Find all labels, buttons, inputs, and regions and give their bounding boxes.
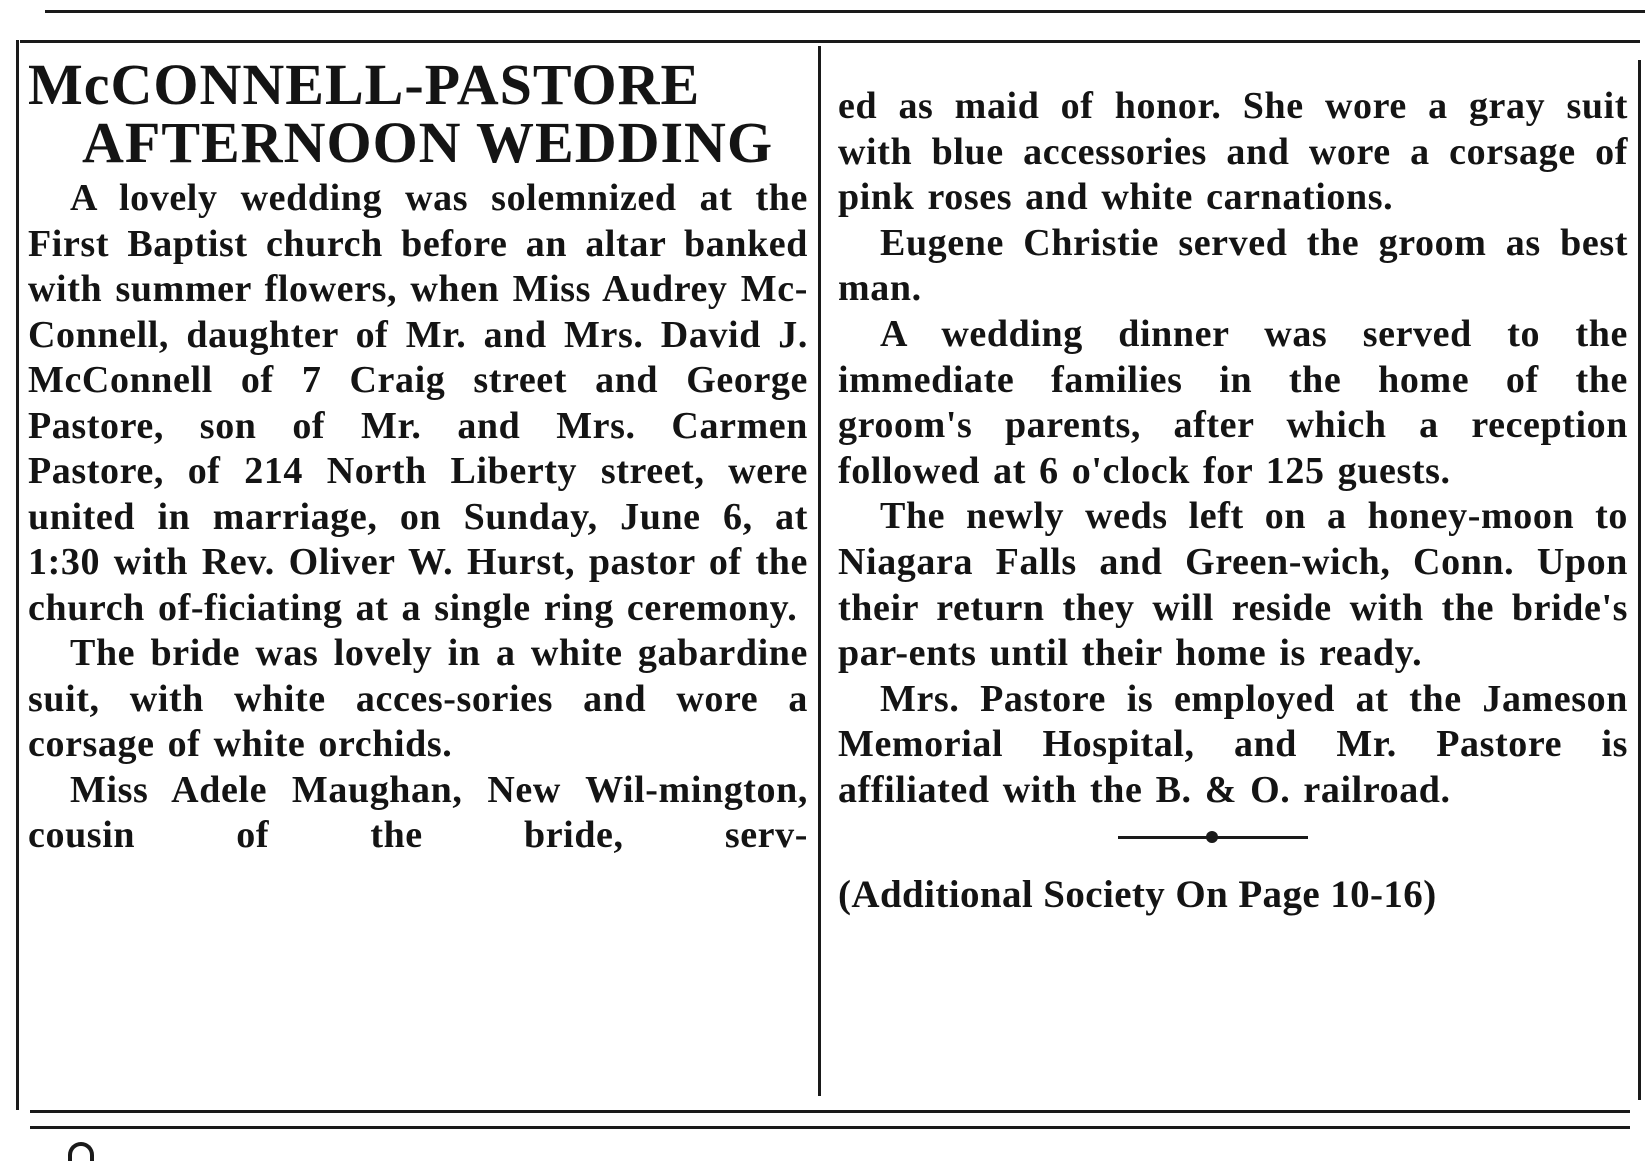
top-rule-outer	[45, 10, 1645, 13]
cropped-letter-fragment	[68, 1142, 94, 1161]
article-paragraph-7: The newly weds left on a honey-moon to Niagara Falls and Green-wich, Conn. Upon their return they will reside with the bride's par-ents until their home is ready.	[838, 495, 1628, 675]
article-paragraph-6: A wedding dinner was served to the immediate families in the home of the groom's parents, after which a reception followed at 6 o'clock for 125 guests.	[838, 312, 1628, 492]
headline-line-1: McCONNELL-PASTORE	[28, 52, 701, 117]
left-column	[28, 52, 808, 1086]
article-paragraph-5: Eugene Christie served the groom as best man.	[838, 221, 1628, 310]
top-rule-inner	[20, 40, 1640, 43]
article-paragraph-8: Mrs. Pastore is employed at the Jameson Memorial Hospital, and Mr. Pastore is affiliated with the B. & O. railroad.	[838, 677, 1628, 811]
article-paragraph-2: The bride was lovely in a white gabardine suit, with white acces-sories and wore a corsage of white orchids.	[28, 632, 808, 765]
column-divider	[818, 46, 821, 1096]
bottom-rule-lower	[30, 1126, 1630, 1129]
left-border	[16, 40, 19, 1110]
right-border	[1638, 60, 1641, 1100]
article-paragraph-3: Miss Adele Maughan, New Wil-mington, cousin of the bride, serv-	[28, 768, 808, 856]
section-divider-ornament	[838, 818, 1628, 858]
additional-society-note: (Additional Society On Page 10-16)	[838, 872, 1437, 916]
article-paragraph-4: ed as maid of honor. She wore a gray suit with blue accessories and wore a corsage of pink roses and white carnations.	[838, 85, 1628, 219]
article-paragraph-1: A lovely wedding was solemnized at the First Baptist church before an altar banked with summer flowers, when Miss Audrey Mc-Connell, daughter of Mr. and Mrs. David J. McConnell of 7 Craig street and George Pastore, son of Mr. and Mrs. Carmen Pastore, of 214 North Liberty street, were united in marriage, on Sunday, June 6, at 1:30 with Rev. Oliver W. Hurst, pastor of the church of-ficiating at a single ring ceremony.	[28, 177, 808, 629]
right-column	[838, 84, 1628, 1114]
ornament-dot	[1206, 831, 1218, 843]
headline-line-2: AFTERNOON WEDDING	[82, 110, 774, 175]
